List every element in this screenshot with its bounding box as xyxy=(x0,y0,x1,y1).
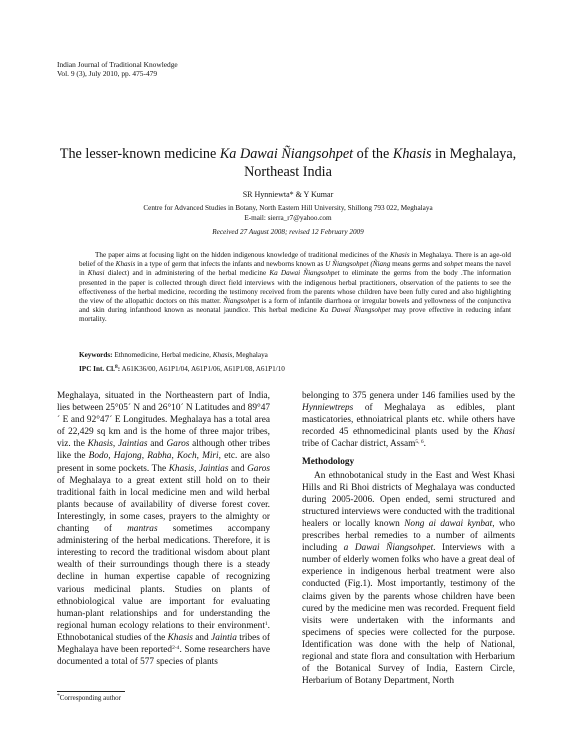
body-text: , xyxy=(196,451,203,462)
body-italic: Hynniewtreps xyxy=(302,403,354,414)
abstract-italic: Khasis xyxy=(389,251,410,259)
abstract-text: to eliminate the germs from the body .The information presented in the paper is collected through direct field interviews with the indigenous herbal practitioners, observation of the patients to see the effectiveness of the herbal medicine, recording the testimony received from the parents whose children have been fully cured and also highlighting the view of the allopathic doctors on this matter. xyxy=(79,269,511,306)
intro-continued xyxy=(302,390,515,450)
keywords xyxy=(79,351,511,359)
body-italic: Nong ai dawai kynbat xyxy=(404,518,493,529)
abstract-text: in Meghalaya. There is an age-old belief of the xyxy=(79,251,512,269)
keywords-text: , Meghalaya xyxy=(232,351,268,359)
body-text: of Meghalaya as edibles, plant masticatories, ethnoiatrical plants etc. while others have recorded 45 ethnomedicinal plants used by the xyxy=(302,403,515,438)
body-text: and xyxy=(192,632,212,643)
body-text: . Interviews with a number of elderly women folks who have a great deal of experience in indigenous herbal treatment were also conducted (Fig.1). Most importantly, testimony of the claims given by the parents whose children have been cured by the medicine men was recorded. Frequent field visits were undertaken with the informants and specimens of species were collected for the purpose. Identification was done with the help of National, regional and state flora and consultation with Herbarium of the Botanical Survey of India, Eastern Circle, Herbarium of Botany Department, North xyxy=(302,543,515,687)
footnote xyxy=(57,694,121,702)
abstract-text: is a form of infantile diarrhoea or irregular bowels and yellowness of the conjunctiva and skin during infanthood known as neonatal jaundice. This herbal medicine xyxy=(79,297,511,315)
title-text: of the xyxy=(353,146,393,162)
ipc-label-colon: : xyxy=(117,365,121,373)
body-text: , xyxy=(141,451,148,462)
body-italic: Jaintias xyxy=(118,439,148,450)
affiliation xyxy=(0,204,576,223)
methodology-paragraph xyxy=(302,470,515,688)
intro-paragraph xyxy=(57,390,270,668)
paper-title xyxy=(40,145,536,181)
ipc-codes: A61K36/00, A61P1/04, A61P1/06, A61P1/08, A61P1/10 xyxy=(120,365,285,373)
body-italic: Rabha xyxy=(147,451,172,462)
body-text: belonging to 375 genera under 146 families used by the xyxy=(302,391,515,401)
body-text: and xyxy=(228,463,248,474)
body-text: , xyxy=(112,439,119,450)
body-text: tribes of Meghalaya have been reported xyxy=(57,632,270,655)
abstract-italic: Ñiangsohpet xyxy=(223,297,260,306)
body-italic: Khasi xyxy=(493,427,515,438)
body-italic: Garos xyxy=(247,463,270,474)
body-text: , xyxy=(194,463,199,474)
body-italic: mantras xyxy=(127,524,158,535)
keywords-italic: Khasis xyxy=(212,351,233,359)
affiliation-email: E-mail: sierra_r7@yahoo.com xyxy=(244,213,332,222)
title-italic-tribe: Khasis xyxy=(392,146,432,162)
abstract-italic: Khasi xyxy=(87,269,105,278)
journal-issue: Vol. 9 (3), July 2010, pp. 475-479 xyxy=(57,69,158,78)
body-text: sometimes accompany administering of the herbal medications. Therefore, it is interesting to record the traditional wisdom about plant wealth of their surroundings though there is a steady decline in human expertise capable of recognizing various medicinal plants. Studies on plants of ethnobiological value are important for evaluating human-plant relationships and for understanding the regional human ecology relations to their environment xyxy=(57,524,271,631)
keywords-label: Keywords: xyxy=(79,351,113,359)
body-text: . Ethnobotanical studies of the xyxy=(57,620,270,643)
body-text: Meghalaya, situated in the Northeastern part of India, lies between 25°05´ N and 26°10´ N Latitudes and 89°47´ E and 92°47´ E Longitudes. Meghalaya has a total area of 22,429 sq km and is the home of three major tribes, viz. the xyxy=(57,391,270,450)
body-italic: Jaintias xyxy=(199,463,229,474)
abstract-italic: sohpet xyxy=(444,260,463,269)
ipc-label-sup: 8 xyxy=(114,364,118,370)
journal-header xyxy=(57,60,178,78)
body-italic: Garos xyxy=(166,439,190,450)
body-italic: Koch xyxy=(176,451,197,462)
received-dates: Received 27 August 2008; revised 12 February 2009 xyxy=(212,228,364,236)
footnote-marker: * xyxy=(57,693,60,699)
section-heading-methodology: Methodology xyxy=(302,457,355,468)
body-column-left xyxy=(57,390,270,668)
footnote-text: Corresponding author xyxy=(59,694,121,702)
body-italic: Khasis xyxy=(87,439,113,450)
body-text: of Meghalaya to a great extent still hold on to their traditional faith in local medicine men and wild herbal plants because of availability of diverse forest cover. Interestingly, in some cases, prayers to the almighty or chanting of xyxy=(57,475,270,535)
abstract-text: means germs and xyxy=(390,260,444,269)
body-italic: Jaintia xyxy=(211,632,237,643)
abstract-text: may prove effective in reducing infant mortality. xyxy=(79,306,511,324)
abstract-text: The paper aims at focusing light on the hidden indigenous knowledge of traditional medicines of the xyxy=(95,251,390,259)
body-text: , xyxy=(171,451,177,462)
body-italic: Khasis xyxy=(167,632,193,643)
body-italic: Hajong xyxy=(113,451,142,462)
body-text: , xyxy=(108,451,114,462)
body-text: although other tribes like the xyxy=(57,439,270,462)
body-text: An ethnobotanical study in the East and West Khasi Hills and Ri Bhoi districts of Meghalaya was conducted during 2005-2006. Open ended, semi structured and structured interviews were conducted with the traditional healers or locally known xyxy=(302,470,515,529)
abstract-italic: U Ñiangsohpet (Ñiang xyxy=(325,260,391,269)
body-text: . xyxy=(423,439,426,450)
abstract xyxy=(79,251,511,325)
body-text: tribe of Cachar district, Assam xyxy=(302,439,416,450)
abstract-text: in a type of germ that infects the infants and newborns known as xyxy=(135,260,326,269)
body-column-right xyxy=(302,390,515,687)
citation-sup: 5, 6 xyxy=(415,439,424,446)
body-text: , etc. are also present in some pockets. The xyxy=(57,451,270,474)
body-text: and xyxy=(147,439,167,450)
affiliation-address: Centre for Advanced Studies in Botany, North Eastern Hill University, Shillong 793 022, Meghalaya xyxy=(143,204,433,212)
abstract-italic: Ka Dawai Ñiangsohpet xyxy=(319,306,391,315)
abstract-italic: Khasis xyxy=(115,260,136,269)
title-text: in Meghalaya, xyxy=(431,146,517,162)
abstract-italic: Ka Dawai Ñiangsohpet xyxy=(269,269,340,278)
footnote-rule xyxy=(57,691,125,692)
abstract-text: means the navel in xyxy=(79,260,512,278)
ipc-label xyxy=(79,365,120,373)
authors: SR Hynniewta* & Y Kumar xyxy=(242,190,334,199)
body-italic: a Dawai Ñiangsohpet xyxy=(343,543,434,554)
title-italic-medicine: Ka Dawai Ñiangsohpet xyxy=(219,146,354,162)
citation-sup: 2-4 xyxy=(172,644,180,651)
title-text: The lesser-known medicine xyxy=(59,146,220,162)
body-italic: Bodo xyxy=(88,451,109,462)
citation-sup: 1 xyxy=(264,620,268,627)
abstract-text: dialect) and in administering of the herbal medicine xyxy=(104,269,270,278)
title-line-2: Northeast India xyxy=(244,164,332,180)
journal-name: Indian Journal of Traditional Knowledge xyxy=(57,60,178,69)
body-text: , who prescribes herbal remedies to a number of ailments including xyxy=(302,518,515,554)
ipc-label-text: IPC Int. Cl. xyxy=(79,365,115,373)
keywords-text: Ethnomedicine, Herbal medicine, xyxy=(112,351,213,359)
body-italic: Khasis xyxy=(168,463,195,474)
ipc-classification xyxy=(79,365,511,373)
body-text: . Some researchers have documented a total of 577 species of plants xyxy=(57,644,270,668)
body-italic: Miri xyxy=(202,451,219,462)
